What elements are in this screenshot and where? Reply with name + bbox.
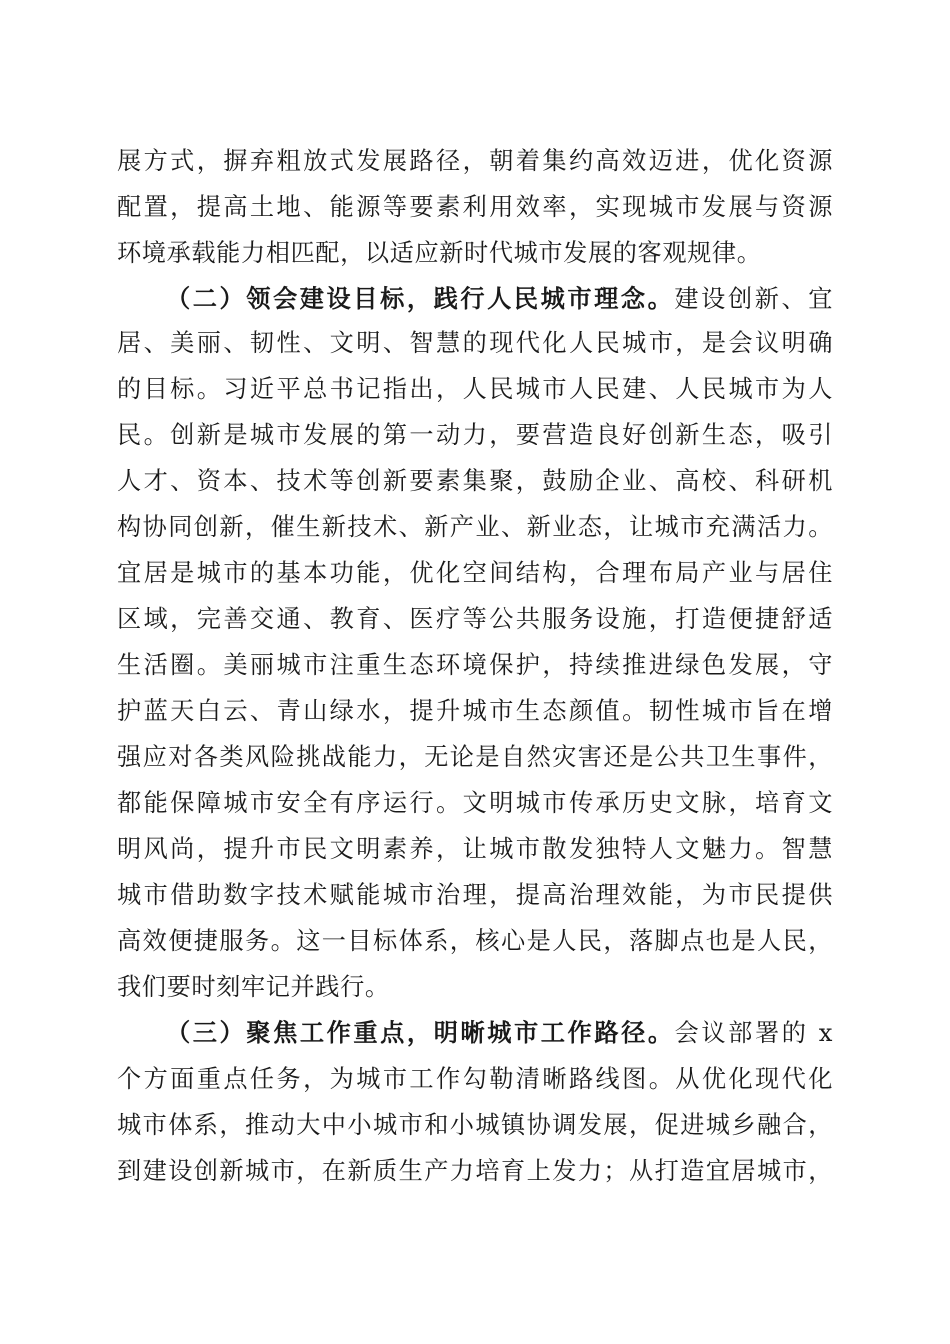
paragraph-1-line-2: 配置，提高土地、能源等要素利用效率，实现城市发展与资源 [117,193,833,221]
paragraph-2-line-4: 人才、资本、技术等创新要素集聚，鼓励企业、高校、科研机 [117,467,833,495]
paragraph-2-line-3: 民。创新是城市发展的第一动力，要营造良好创新生态，吸引 [117,421,833,449]
paragraph-2-line-1: 居、美丽、韧性、文明、智慧的现代化人民城市，是会议明确 [117,329,833,357]
paragraph-2-line-8: 生活圈。美丽城市注重生态环境保护，持续推进绿色发展，守 [117,651,833,679]
paragraph-3-line-3: 到建设创新城市，在新质生产力培育上发力；从打造宜居城市， [117,1157,833,1185]
paragraph-2-line-9: 护蓝天白云、青山绿水，提升城市生态颜值。韧性城市旨在增 [117,697,833,725]
paragraph-3-line-1: 个方面重点任务，为城市工作勾勒清晰路线图。从优化现代化 [117,1065,833,1093]
paragraph-2-line-11: 都能保障城市安全有序运行。文明城市传承历史文脉，培育文 [117,789,833,817]
paragraph-2-line-14: 高效便捷服务。这一目标体系，核心是人民，落脚点也是人民， [117,927,833,955]
paragraph-2-first-line [166,281,833,317]
paragraph-2-line-2: 的目标。习近平总书记指出，人民城市人民建、人民城市为人 [117,375,833,403]
paragraph-1-line-1: 展方式，摒弃粗放式发展路径，朝着集约高效迈进，优化资源 [117,147,833,175]
paragraph-2-line-5: 构协同创新，催生新技术、新产业、新业态，让城市充满活力。 [117,513,833,541]
paragraph-2-heading: （二）领会建设目标，践行人民城市理念。 [166,285,675,313]
paragraph-3-line-2: 城市体系，推动大中小城市和小城镇协调发展，促进城乡融合， [117,1111,833,1139]
paragraph-3-first-line [166,1015,833,1051]
paragraph-2-first-line-rest: 建设创新、宜 [674,285,834,313]
paragraph-3-first-line-rest: 会议部署的 x [674,1019,834,1047]
paragraph-3-heading: （三）聚焦工作重点，明晰城市工作路径。 [166,1019,675,1047]
paragraph-2-line-10: 强应对各类风险挑战能力，无论是自然灾害还是公共卫生事件， [117,743,833,771]
paragraph-2-line-13: 城市借助数字技术赋能城市治理，提高治理效能，为市民提供 [117,881,833,909]
paragraph-2-line-15: 我们要时刻牢记并践行。 [117,973,390,1001]
paragraph-1-line-3: 环境承载能力相匹配，以适应新时代城市发展的客观规律。 [117,239,762,267]
paragraph-2-line-6: 宜居是城市的基本功能，优化空间结构，合理布局产业与居住 [117,559,833,587]
paragraph-2-line-7: 区域，完善交通、教育、医疗等公共服务设施，打造便捷舒适 [117,605,833,633]
paragraph-2-line-12: 明风尚，提升市民文明素养，让城市散发独特人文魅力。智慧 [117,835,833,863]
